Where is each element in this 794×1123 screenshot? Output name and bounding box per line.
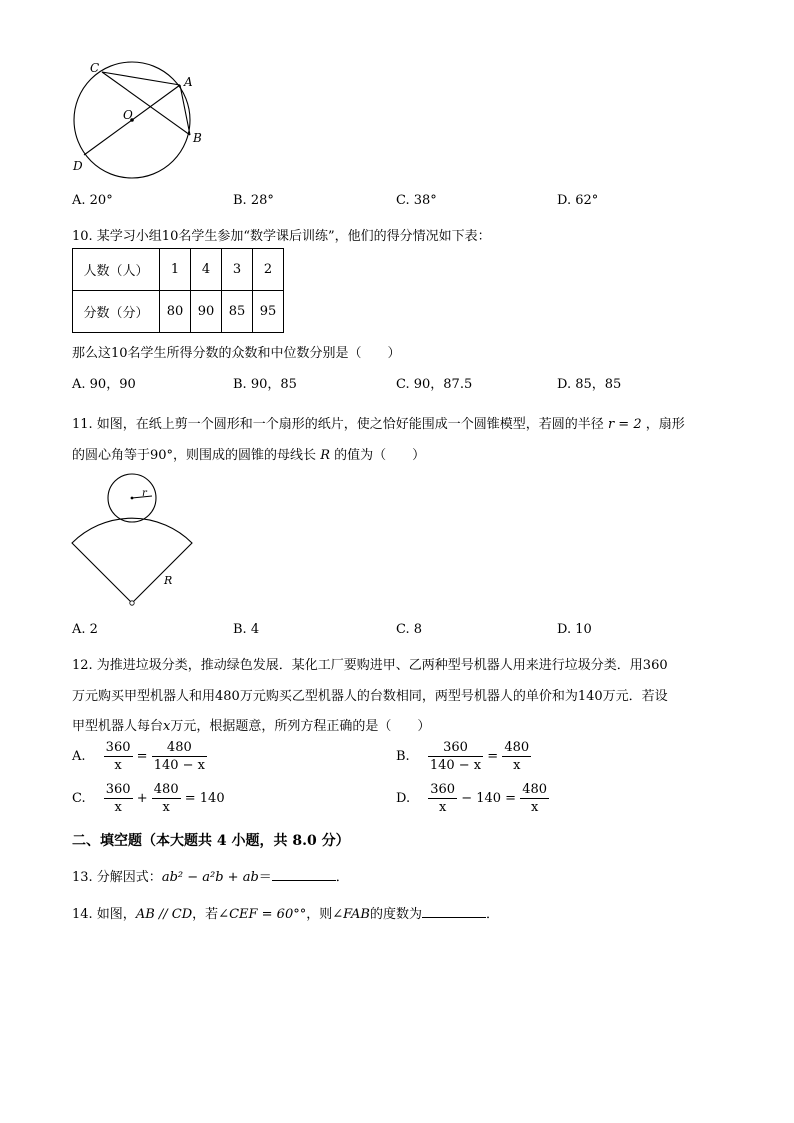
q13-answer-blank[interactable] <box>272 880 336 881</box>
q11-option-b[interactable]: B. 4 <box>233 622 260 637</box>
q12-option-a[interactable] <box>72 740 207 773</box>
operator: = <box>136 749 148 764</box>
q14-suffix: 的度数为 <box>369 907 422 922</box>
q14: 14. 如图，AB // CD，若∠CEF = 60°°，则∠FAB的度数为 ． <box>72 907 500 922</box>
numerator: 480 <box>522 782 548 797</box>
q11-stem-line2-a: 的圆心角等于90°，则围成的圆锥的母线长 <box>72 448 317 463</box>
denominator: x <box>438 800 447 815</box>
table-cell: 80 <box>160 291 191 333</box>
q14-parallel: AB // CD <box>135 907 193 922</box>
q12-line3-b: 万元，根据题意，所列方程正确的是（ ） <box>170 719 431 734</box>
chord-ca <box>102 72 180 85</box>
fraction <box>428 782 457 815</box>
numerator: 360 <box>430 782 456 797</box>
label-d: D <box>73 159 83 173</box>
fraction <box>152 782 181 815</box>
q11-stem-line2-b: 的值为（ ） <box>334 448 426 463</box>
table-cell: 2 <box>253 249 284 291</box>
fraction <box>428 740 483 773</box>
q12-line2: 万元购买甲型机器人和用480万元购买乙型机器人的台数相同，两型号机器人的单价和为140万元．若设 <box>72 689 668 704</box>
q13-suffix: ＝ <box>258 870 272 885</box>
q11-radius-equation: r = 2 <box>607 417 642 432</box>
q11-cone-figure <box>66 472 201 612</box>
q10-option-c[interactable]: C. 90，87.5 <box>396 377 473 392</box>
equation-tail: = 140 <box>184 791 225 806</box>
q14-prefix: 14. 如图， <box>72 907 136 922</box>
q12-var-x: x <box>163 719 171 734</box>
table-cell: 3 <box>222 249 253 291</box>
option-label: D. <box>396 791 411 806</box>
fraction <box>152 740 207 773</box>
label-b: B <box>193 131 202 145</box>
q11-stem-line1 <box>72 413 685 432</box>
q10-option-b[interactable]: B. 90，85 <box>233 377 297 392</box>
chord-cb <box>102 72 190 135</box>
table-row <box>73 249 284 291</box>
denominator: 140 − x <box>429 758 482 773</box>
operator: = <box>487 749 499 764</box>
numerator: 480 <box>152 740 207 757</box>
option-label: B. <box>396 749 410 764</box>
table-cell: 85 <box>222 291 253 333</box>
numerator: 360 <box>105 782 131 797</box>
q12-option-d[interactable] <box>396 782 549 815</box>
fraction <box>104 782 133 815</box>
table-cell: 1 <box>160 249 191 291</box>
label-c: C <box>90 61 100 75</box>
q12-option-c[interactable] <box>72 782 225 815</box>
q10-question: 那么这10名学生所得分数的众数和中位数分别是（ ） <box>72 346 401 361</box>
q9-option-b[interactable]: B. 28° <box>233 193 274 208</box>
q9-option-a[interactable]: A. 20° <box>72 193 113 208</box>
q14-mid2: ，则 <box>306 907 333 922</box>
label-r: r <box>142 488 147 499</box>
label-big-r: R <box>164 574 173 587</box>
denominator: x <box>162 800 170 815</box>
numerator: 480 <box>504 740 530 755</box>
q12-option-b[interactable] <box>396 740 531 773</box>
q14-angle: ∠CEF = 60°° <box>218 907 307 922</box>
q9-circle-figure <box>60 58 220 178</box>
q11-stem-part1: 11. 如图，在纸上剪一个圆形和一个扇形的纸片，使之恰好能围成一个圆锥模型，若圆的半径 <box>72 417 604 432</box>
q9-option-d[interactable]: D. 62° <box>557 193 599 208</box>
chord-ab <box>180 85 190 135</box>
table-cell: 4 <box>191 249 222 291</box>
q13: 13. 分解因式：ab² − a²b + ab＝ ． <box>72 870 349 885</box>
q11-option-d[interactable]: D. 10 <box>557 622 592 637</box>
q11-option-c[interactable]: C. 8 <box>396 622 423 637</box>
section-heading: 二、填空题（本大题共 4 小题，共 8.0 分） <box>72 833 350 849</box>
q14-mid: ，若 <box>192 907 219 922</box>
numerator: 360 <box>428 740 483 757</box>
q13-expression: ab² − a²b + ab <box>161 870 259 885</box>
sector-vertex <box>130 601 134 605</box>
table-cell: 95 <box>253 291 284 333</box>
table-cell: 90 <box>191 291 222 333</box>
numerator: 360 <box>105 740 131 755</box>
q10-option-d[interactable]: D. 85，85 <box>557 377 622 392</box>
q11-option-a[interactable]: A. 2 <box>72 622 98 637</box>
row-header: 人数（人） <box>73 249 160 291</box>
fraction <box>104 740 133 773</box>
q11-stem-line2 <box>72 444 425 463</box>
q11-stem-part2: ，扇形 <box>645 417 685 432</box>
fraction <box>520 782 549 815</box>
denominator: 140 − x <box>153 758 205 773</box>
q11-var-r: R <box>320 448 330 463</box>
q14-target: ∠FAB <box>332 907 370 922</box>
denominator: x <box>114 800 122 815</box>
equation-middle: − 140 = <box>461 791 517 806</box>
q13-prefix: 13. 分解因式： <box>72 870 162 885</box>
row-header: 分数（分） <box>73 291 160 333</box>
q12-line3-a: 甲型机器人每台 <box>72 719 164 734</box>
operator: + <box>136 791 148 806</box>
q9-option-c[interactable]: C. 38° <box>396 193 437 208</box>
fraction <box>502 740 531 773</box>
q10-stem: 10. 某学习小组10名学生参加“数学课后训练”，他们的得分情况如下表： <box>72 229 491 244</box>
q12-line3 <box>72 715 430 734</box>
option-label: A. <box>72 749 86 764</box>
label-a: A <box>184 75 193 89</box>
label-o: O <box>123 108 133 122</box>
q10-option-a[interactable]: A. 90，90 <box>72 377 136 392</box>
q12-line1: 12. 为推进垃圾分类，推动绿色发展．某化工厂要购进甲、乙两种型号机器人用来进行垃圾分类．用360 <box>72 658 668 673</box>
numerator: 480 <box>153 782 179 797</box>
sector <box>72 518 192 603</box>
denominator: x <box>513 758 521 773</box>
denominator: x <box>530 800 539 815</box>
circle-center <box>131 497 134 500</box>
table-row <box>73 291 284 333</box>
q10-score-table <box>72 248 284 333</box>
denominator: x <box>114 758 122 773</box>
q14-answer-blank[interactable] <box>422 917 486 918</box>
option-label: C. <box>72 791 86 806</box>
